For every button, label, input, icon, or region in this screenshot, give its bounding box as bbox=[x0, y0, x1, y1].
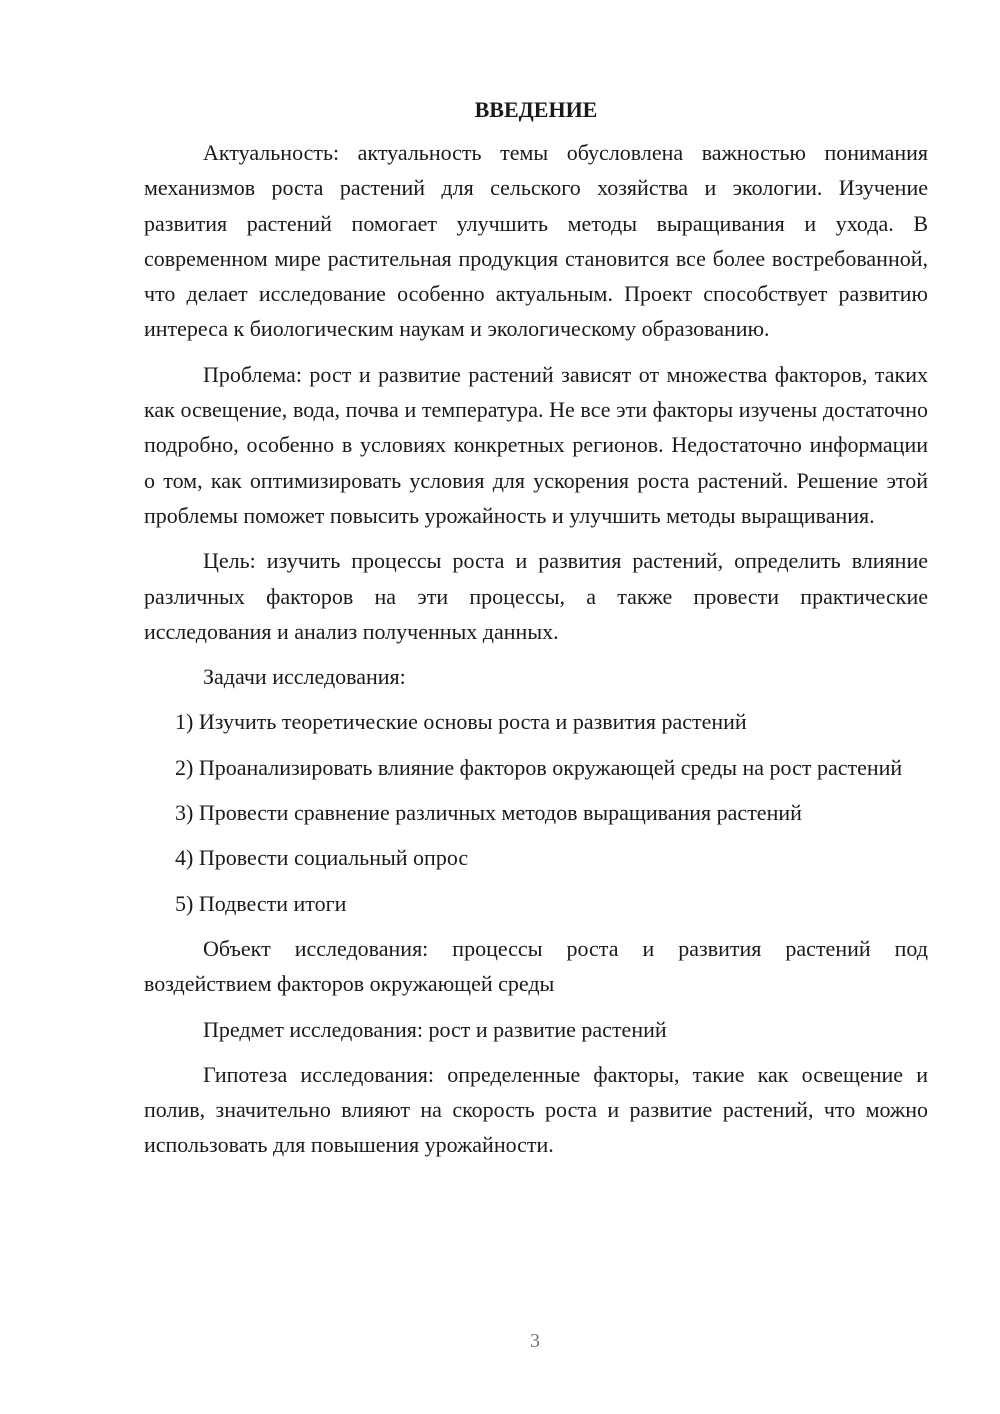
problem-paragraph: Проблема: рост и развитие растений зависят от множества факторов, таких как освещение, вода, почва и температура. Не все эти факторы изучены достаточно подробно, особенно в условиях конкретных регионов. Недостаточно информации о том, как оптимизировать условия для ускорения роста растений. Решение этой проблемы поможет повысить урожайность и улучшить методы выращивания. bbox=[144, 361, 928, 528]
page-body bbox=[144, 92, 928, 1173]
hypothesis-paragraph: Гипотеза исследования: определенные факторы, такие как освещение и полив, значительно влияют на скорость роста и развитие растений, что можно использовать для повышения урожайности. bbox=[144, 1061, 928, 1158]
goal-paragraph: Цель: изучить процессы роста и развития растений, определить влияние различных факторов на эти процессы, а также провести практические исследования и анализ полученных данных. bbox=[144, 548, 928, 644]
tasks-heading: Задачи исследования: bbox=[203, 664, 406, 690]
object-paragraph: Объект исследования: процессы роста и развития растений под воздействием факторов окружающей среды bbox=[144, 935, 928, 997]
page-number: 3 bbox=[530, 1330, 540, 1352]
task-item: 3) Провести сравнение различных методов выращивания растений bbox=[175, 800, 802, 826]
task-item: 2) Проанализировать влияние факторов окружающей среды на рост растений bbox=[175, 754, 903, 780]
page-title: ВВЕДЕНИЕ bbox=[474, 97, 598, 122]
task-item: 5) Подвести итоги bbox=[175, 890, 347, 916]
task-item: 4) Провести социальный опрос bbox=[175, 845, 469, 871]
relevance-paragraph: Актуальность: актуальность темы обусловлена важностью понимания механизмов роста растений для сельского хозяйства и экологии. Изучение развития растений помогает улучшить методы выращивания и ухода. В современном мире растительная продукция становится все более востребованной, что делает исследование особенно актуальным. Проект способствует развитию интереса к биологическим наукам и экологическому образованию. bbox=[144, 140, 928, 342]
subject-paragraph: Предмет исследования: рост и развитие растений bbox=[203, 1016, 667, 1042]
task-item: 1) Изучить теоретические основы роста и развития растений bbox=[175, 709, 747, 735]
